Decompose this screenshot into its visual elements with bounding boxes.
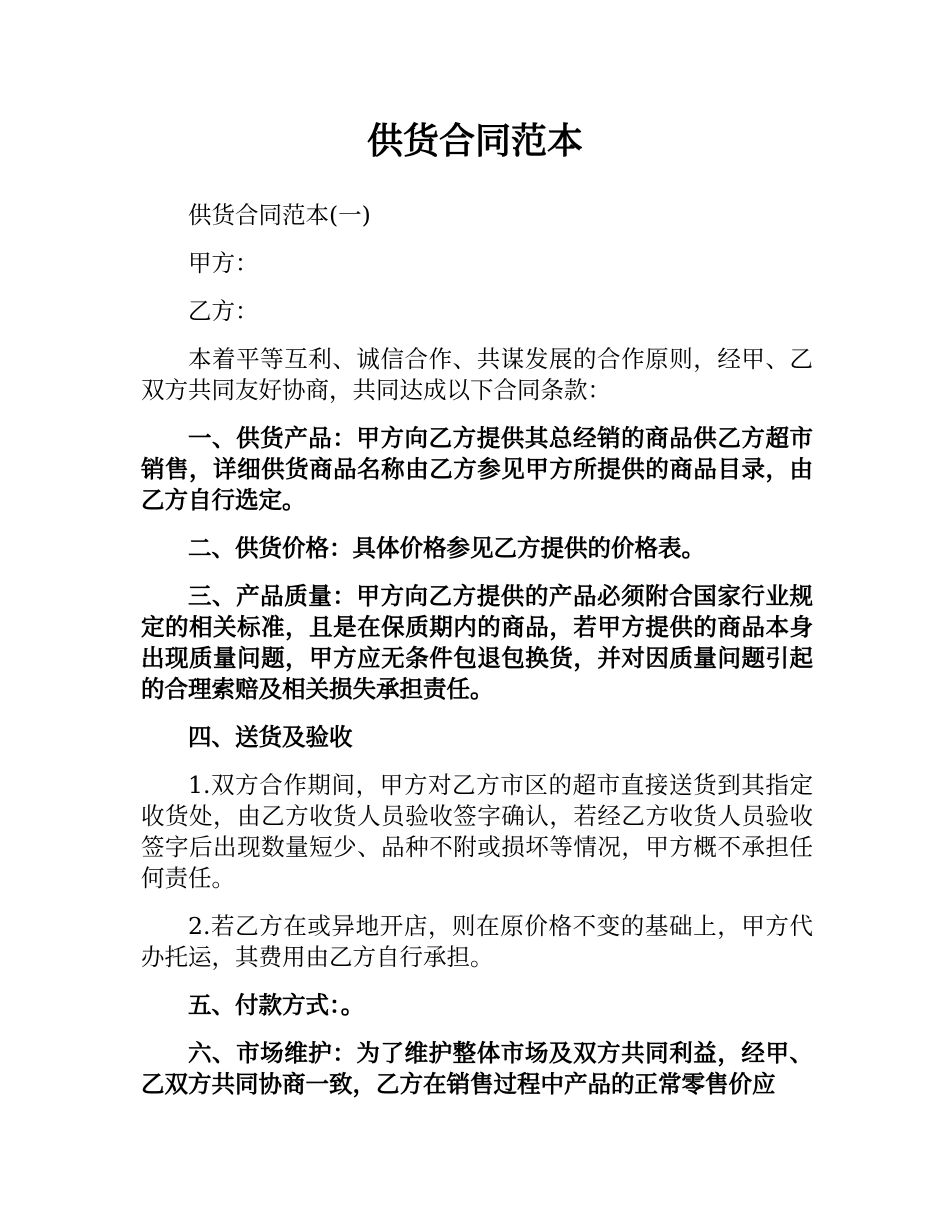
document-body (141, 200, 813, 1117)
paragraph-subtitle: 供货合同范本(一) (188, 201, 371, 229)
clause-supply-price: 二、供货价格：具体价格参见乙方提供的价格表。 (188, 534, 705, 562)
clause-supply-products: 一、供货产品：甲方向乙方提供其总经销的商品供乙方超市销售，详细供货商品名称由乙方参见甲方所提供的商品目录，由乙方自行选定。 (141, 424, 813, 514)
clause-payment-method: 五、付款方式：。 (188, 991, 365, 1019)
paragraph-party-a: 甲方： (188, 249, 259, 277)
document-title: 供货合同范本 (366, 121, 583, 162)
clause-delivery-item-2: 2.若乙方在或异地开店，则在原价格不变的基础上，甲方代办托运，其费用由乙方自行承担。 (141, 912, 813, 971)
clause-product-quality: 三、产品质量：甲方向乙方提供的产品必须附合国家行业规定的相关标准，且是在保质期内的商品，若甲方提供的商品本身出现质量问题，甲方应无条件包退包换货，并对因质量问题引起的合理索赔及相关损失承担责任。 (141, 582, 813, 703)
clause-delivery-heading: 四、送货及验收 (188, 723, 353, 751)
clause-market-maintenance: 六、市场维护：为了维护整体市场及双方共同利益，经甲、乙双方共同协商一致，乙方在销售过程中产品的正常零售价应 (141, 1039, 813, 1098)
clause-delivery-item-1: 1.双方合作期间，甲方对乙方市区的超市直接送货到其指定收货处，由乙方收货人员验收签字确认，若经乙方收货人员验收签字后出现数量短少、品种不附或损坏等情况，甲方概不承担任何责任。 (141, 771, 813, 892)
paragraph-party-b: 乙方： (188, 297, 259, 325)
paragraph-preamble: 本着平等互利、诚信合作、共谋发展的合作原则，经甲、乙双方共同友好协商，共同达成以下合同条款： (141, 345, 813, 404)
